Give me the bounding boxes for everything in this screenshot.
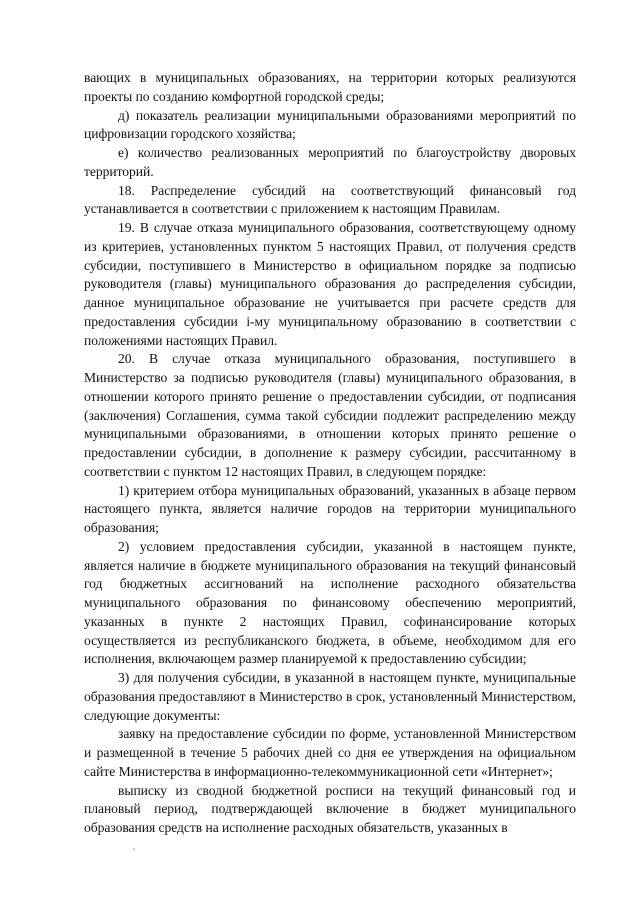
- paragraph-20-item-2: 2) условием предоставления субсидии, указанной в настоящем пункте, является наличие в бюджете муниципального образования на текущий финансовый год бюджетных ассигнований на исполнение расходного обязательства муниципального образования по финансовому обеспечению мероприятий, указанных в пункте 2 настоящих Правил, софинансирование которых осуществляется из республиканского бюджета, в объеме, необходимом для его исполнения, включающем размер планируемой к предоставлению субсидии;: [84, 538, 576, 667]
- paragraph-item-d: д) показатель реализации муниципальными образованиями мероприятий по цифровизации городского хозяйства;: [84, 107, 576, 142]
- document-page: [84, 69, 576, 838]
- paragraph-20: 20. В случае отказа муниципального образования, поступившего в Министерство за подписью руководителя (главы) муниципального образования, в отношении которого принято решение о предоставлении субсидии, от подписания (заключения) Соглашения, сумма такой субсидии подлежит распределению между муниципальными образованиями, в отношении которых принято решение о предоставлении субсидии, в дополнение к размеру субсидии, рассчитанному в соответствии с пунктом 12 настоящих Правил, в следующем порядке:: [84, 351, 576, 479]
- paragraph-19: 19. В случае отказа муниципального образования, соответствующему одному из критериев, установленных пунктом 5 настоящих Правил, от получения средств субсидии, поступившего в Министерство в официальном порядке за подписью руководителя (главы) муниципального образования до распределения субсидии, данное муниципальное образование не учитывается при расчете средств для предоставления субсидии i-му муниципальному образованию в соответствии с положениями настоящих Правил.: [84, 220, 576, 348]
- paragraph-18: 18. Распределение субсидий на соответствующий финансовый год устанавливается в соответствии с приложением к настоящим Правилам.: [84, 182, 576, 217]
- paragraph-20-item-1: 1) критерием отбора муниципальных образований, указанных в абзаце первом настоящего пункта, является наличие городов на территории муниципального образования;: [84, 482, 576, 535]
- scan-speck: [133, 848, 135, 850]
- paragraph-continuation: вающих в муниципальных образованиях, на территории которых реализуются проекты по созданию комфортной городской среды;: [84, 70, 576, 104]
- paragraph-application: заявку на предоставление субсидии по форме, установленной Министерством и размещенной в течение 5 рабочих дней со дня ее утверждения на официальном сайте Министерства в информационно-телекоммуникационной сети «Интернет»;: [84, 726, 576, 779]
- paragraph-20-item-3: 3) для получения субсидии, в указанной в настоящем пункте, муниципальные образования предоставляют в Министерство в срок, установленный Министерством, следующие документы:: [84, 670, 576, 723]
- paragraph-extract: выписку из сводной бюджетной росписи на текущий финансовый год и плановый период, подтверждающей включение в бюджет муниципального образования средств на исполнение расходных обязательств, указанных в: [84, 782, 576, 835]
- paragraph-item-e: е) количество реализованных мероприятий по благоустройству дворовых территорий.: [84, 145, 576, 179]
